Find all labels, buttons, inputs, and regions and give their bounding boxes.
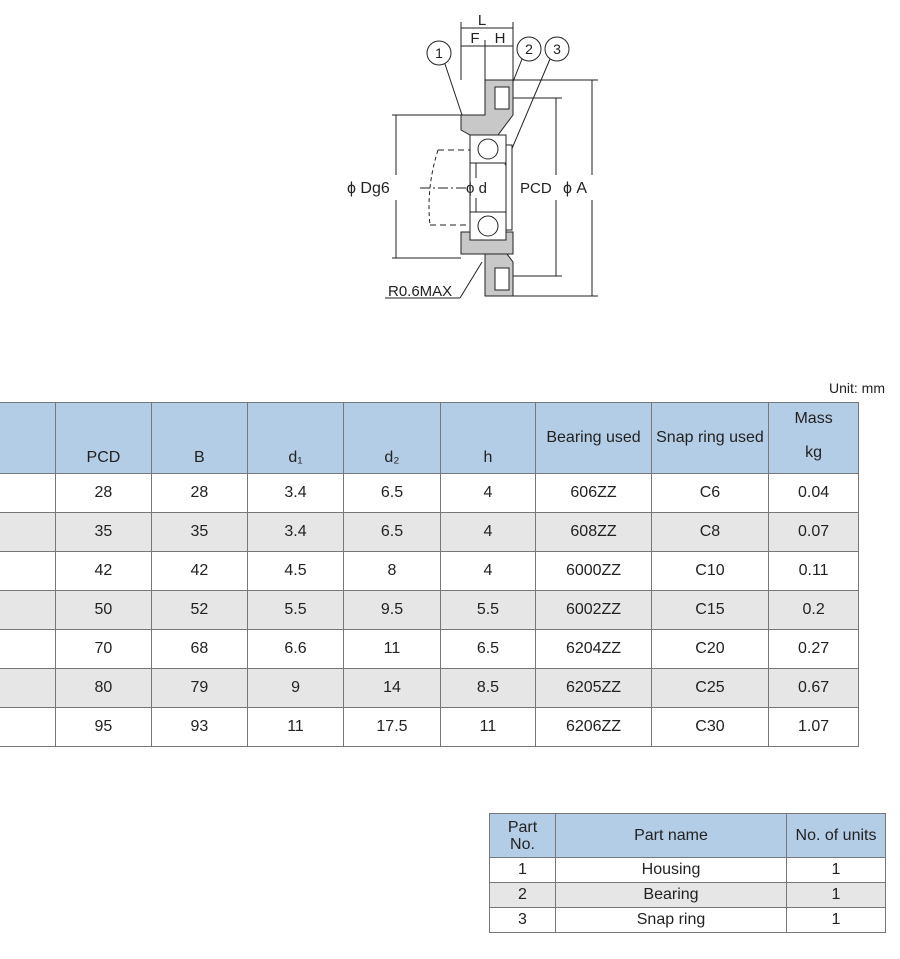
table-cell: Housing: [556, 858, 787, 883]
table-cell: 35: [55, 513, 151, 552]
table-cell: 1: [787, 883, 886, 908]
table-row: [490, 858, 886, 883]
radius-label: R0.6MAX: [388, 283, 453, 300]
table-cell: 1: [787, 858, 886, 883]
table-cell: 6002ZZ: [536, 591, 651, 630]
table-cell: 9: [247, 669, 344, 708]
table-row: [490, 908, 886, 933]
unit-label: Unit: mm: [829, 380, 885, 396]
header-b: B: [152, 403, 248, 474]
table-cell: 8: [344, 552, 440, 591]
table-cell: 1: [490, 858, 556, 883]
table-cell: [0, 474, 55, 513]
table-cell: 6.6: [247, 630, 344, 669]
table-cell: 4: [440, 474, 536, 513]
parts-table: [489, 813, 886, 933]
table-cell: 606ZZ: [536, 474, 651, 513]
table-cell: [0, 669, 55, 708]
table-cell: 2: [490, 883, 556, 908]
header-units: No. of units: [787, 814, 886, 858]
table-cell: 50: [55, 591, 151, 630]
table-cell: 5.5: [247, 591, 344, 630]
table-cell: 52: [152, 591, 248, 630]
table-row: [0, 669, 859, 708]
table-cell: 28: [152, 474, 248, 513]
parts-body: [490, 858, 886, 933]
svg-text:3: 3: [553, 41, 561, 57]
table-cell: 11: [344, 630, 440, 669]
table-cell: 6205ZZ: [536, 669, 651, 708]
table-cell: 0.67: [769, 669, 859, 708]
table-cell: 6206ZZ: [536, 708, 651, 747]
mass-label: Mass: [794, 410, 833, 427]
table-cell: 68: [152, 630, 248, 669]
table-cell: 0.27: [769, 630, 859, 669]
table-cell: 14: [344, 669, 440, 708]
header-mass: [769, 403, 859, 474]
table-cell: 0.07: [769, 513, 859, 552]
table-cell: 0.2: [769, 591, 859, 630]
table-row: [0, 708, 859, 747]
table-cell: 70: [55, 630, 151, 669]
svg-text:2: 2: [525, 41, 533, 57]
table-cell: C30: [651, 708, 768, 747]
table-cell: C10: [651, 552, 768, 591]
table-cell: 3.4: [247, 513, 344, 552]
table-cell: 3: [490, 908, 556, 933]
spec-header-row: [0, 403, 859, 474]
table-cell: [0, 513, 55, 552]
dim-F-label: F: [470, 30, 480, 47]
table-cell: 5.5: [440, 591, 536, 630]
table-cell: C20: [651, 630, 768, 669]
header-h: h: [440, 403, 536, 474]
parts-header-row: [490, 814, 886, 858]
table-cell: 11: [440, 708, 536, 747]
table-cell: 608ZZ: [536, 513, 651, 552]
table-cell: 11: [247, 708, 344, 747]
table-row: [490, 883, 886, 908]
table-cell: 42: [55, 552, 151, 591]
dim-H-label: H: [494, 30, 506, 47]
table-row: [0, 591, 859, 630]
table-cell: Snap ring: [556, 908, 787, 933]
table-cell: 3.4: [247, 474, 344, 513]
mass-unit: kg: [805, 444, 823, 461]
header-pcd: PCD: [55, 403, 151, 474]
table-cell: 80: [55, 669, 151, 708]
header-part-no: Part No.: [490, 814, 556, 858]
table-cell: C6: [651, 474, 768, 513]
table-cell: C25: [651, 669, 768, 708]
table-cell: [0, 552, 55, 591]
header-d2: d₂: [344, 403, 440, 474]
table-cell: 6000ZZ: [536, 552, 651, 591]
table-cell: 93: [152, 708, 248, 747]
table-cell: 35: [152, 513, 248, 552]
table-cell: 6.5: [344, 474, 440, 513]
table-cell: [0, 591, 55, 630]
table-cell: 6204ZZ: [536, 630, 651, 669]
header-d1: d₁: [247, 403, 344, 474]
svg-text:1: 1: [435, 45, 443, 61]
table-cell: [0, 630, 55, 669]
table-cell: 4: [440, 552, 536, 591]
table-cell: 0.11: [769, 552, 859, 591]
table-cell: 8.5: [440, 669, 536, 708]
bearing-housing-drawing: [330, 0, 610, 310]
table-row: [0, 630, 859, 669]
table-cell: 9.5: [344, 591, 440, 630]
table-cell: C8: [651, 513, 768, 552]
dim-A-label: ϕ A: [563, 180, 588, 197]
table-cell: 4.5: [247, 552, 344, 591]
table-row: [0, 552, 859, 591]
dim-d-label: ϕ d: [466, 180, 487, 197]
dim-PCD-label: PCD: [520, 180, 552, 197]
table-cell: 6.5: [440, 630, 536, 669]
header-bearing-used: Bearing used: [536, 403, 651, 474]
table-cell: 28: [55, 474, 151, 513]
table-cell: Bearing: [556, 883, 787, 908]
snap-ring: [506, 145, 512, 230]
table-cell: 42: [152, 552, 248, 591]
header-model: [0, 403, 55, 474]
header-snap-ring-used: Snap ring used: [651, 403, 768, 474]
table-cell: 1.07: [769, 708, 859, 747]
table-cell: 17.5: [344, 708, 440, 747]
shaft-outline: [420, 150, 470, 225]
table-cell: 4: [440, 513, 536, 552]
table-cell: C15: [651, 591, 768, 630]
table-cell: 1: [787, 908, 886, 933]
spec-body: [0, 474, 859, 747]
spec-table: [0, 402, 859, 747]
table-cell: 0.04: [769, 474, 859, 513]
dim-Dg6-label: ϕ Dg6: [347, 180, 390, 197]
table-row: [0, 513, 859, 552]
table-cell: 6.5: [344, 513, 440, 552]
table-cell: 95: [55, 708, 151, 747]
table-cell: [0, 708, 55, 747]
table-row: [0, 474, 859, 513]
callout-1: [427, 41, 463, 118]
header-part-name: Part name: [556, 814, 787, 858]
dim-L-label: L: [477, 12, 487, 29]
dim-Dg6: [392, 115, 461, 258]
table-cell: 79: [152, 669, 248, 708]
